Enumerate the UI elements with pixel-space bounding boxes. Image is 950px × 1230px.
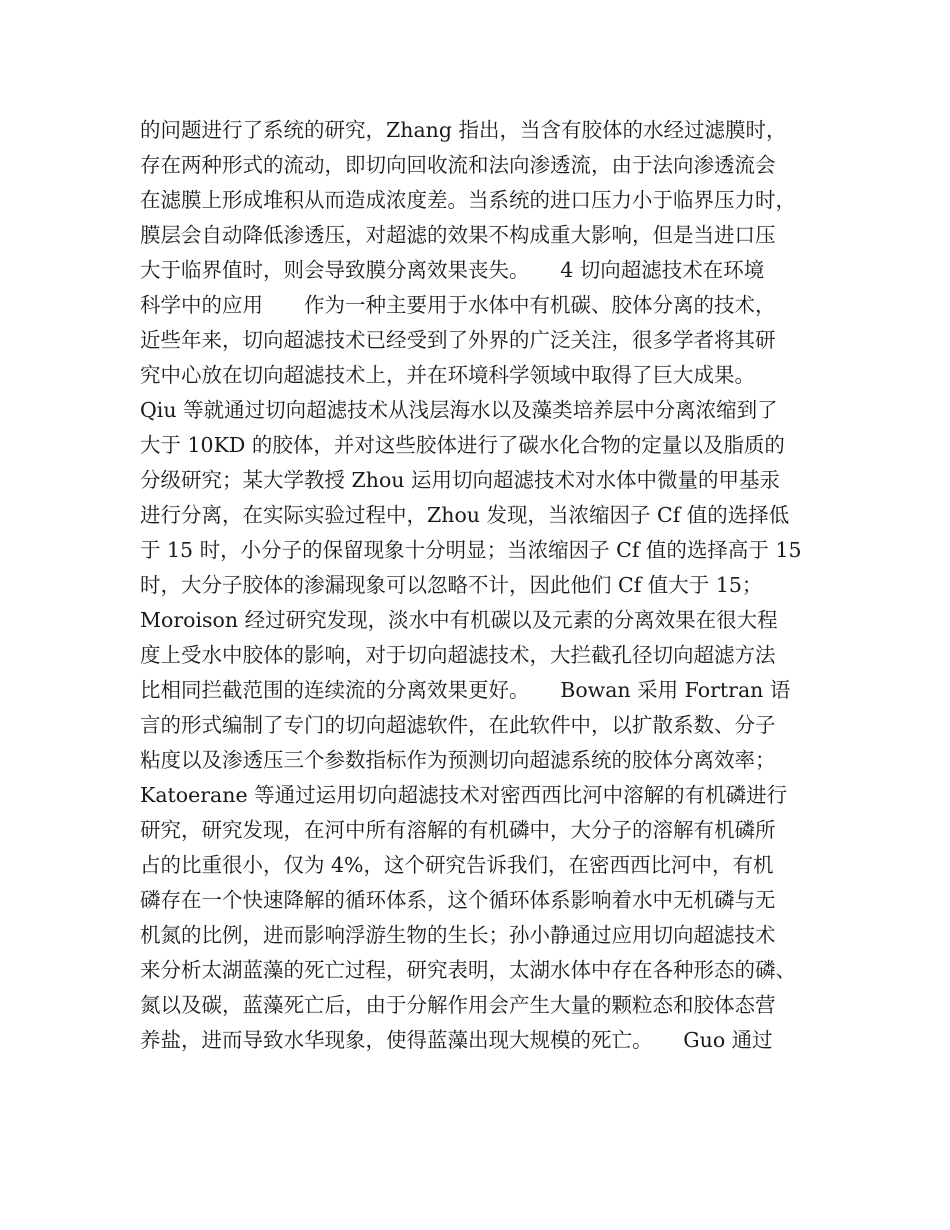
text-line: 比相同拦截范围的连续流的分离效果更好。 Bowan 采用 Fortran 语 bbox=[140, 678, 791, 702]
text-line: Moroison 经过研究发现，淡水中有机碳以及元素的分离效果在很大程 bbox=[140, 608, 778, 632]
text-line: 来分析太湖蓝藻的死亡过程，研究表明，太湖水体中存在各种形态的磷、 bbox=[140, 958, 796, 982]
text-line: 时，大分子胶体的渗漏现象可以忽略不计，因此他们 Cf 值大于 15； bbox=[140, 573, 763, 597]
text-line: Qiu 等就通过切向超滤技术从浅层海水以及藻类培养层中分离浓缩到了 bbox=[140, 398, 778, 422]
text-line: 机氮的比例，进而影响浮游生物的生长；孙小静通过应用切向超滤技术 bbox=[140, 923, 776, 947]
text-line: 于 15 时，小分子的保留现象十分明显；当浓缩因子 Cf 值的选择高于 15 bbox=[140, 538, 802, 562]
text-line: 的问题进行了系统的研究，Zhang 指出，当含有胶体的水经过滤膜时， bbox=[140, 118, 787, 142]
text-line: 研究，研究发现，在河中所有溶解的有机磷中，大分子的溶解有机磷所 bbox=[140, 818, 776, 842]
text-line: 存在两种形式的流动，即切向回收流和法向渗透流，由于法向渗透流会 bbox=[140, 153, 776, 177]
text-line: 分级研究；某大学教授 Zhou 运用切向超滤技术对水体中微量的甲基汞 bbox=[140, 468, 781, 492]
text-line: 大于临界值时，则会导致膜分离效果丧失。 4 切向超滤技术在环境 bbox=[140, 258, 765, 282]
text-line: 大于 10KD 的胶体，并对这些胶体进行了碳水化合物的定量以及脂质的 bbox=[140, 433, 785, 457]
text-line: 近些年来，切向超滤技术已经受到了外界的广泛关注，很多学者将其研 bbox=[140, 328, 776, 352]
text-line: 究中心放在切向超滤技术上，并在环境科学领域中取得了巨大成果。 bbox=[140, 363, 755, 387]
body-text bbox=[140, 113, 840, 1058]
text-line: 在滤膜上形成堆积从而造成浓度差。当系统的进口压力小于临界压力时， bbox=[140, 188, 796, 212]
text-line: Katoerane 等通过运用切向超滤技术对密西西比河中溶解的有机磷进行 bbox=[140, 783, 788, 807]
text-line: 进行分离，在实际实验过程中，Zhou 发现，当浓缩因子 Cf 值的选择低 bbox=[140, 503, 790, 527]
text-line: 氮以及碳，蓝藻死亡后，由于分解作用会产生大量的颗粒态和胶体态营 bbox=[140, 993, 776, 1017]
text-line: 膜层会自动降低渗透压，对超滤的效果不构成重大影响，但是当进口压 bbox=[140, 223, 776, 247]
text-line: 言的形式编制了专门的切向超滤软件，在此软件中，以扩散系数、分子 bbox=[140, 713, 776, 737]
text-line: 养盐，进而导致水华现象，使得蓝藻出现大规模的死亡。 Guo 通过 bbox=[140, 1028, 773, 1052]
text-line: 度上受水中胶体的影响，对于切向超滤技术，大拦截孔径切向超滤方法 bbox=[140, 643, 776, 667]
text-line: 磷存在一个快速降解的循环体系，这个循环体系影响着水中无机磷与无 bbox=[140, 888, 776, 912]
text-line: 粘度以及渗透压三个参数指标作为预测切向超滤系统的胶体分离效率； bbox=[140, 748, 776, 772]
text-line: 占的比重很小，仅为 4%，这个研究告诉我们，在密西西比河中，有机 bbox=[140, 853, 774, 877]
text-line: 科学中的应用 作为一种主要用于水体中有机碳、胶体分离的技术， bbox=[140, 293, 776, 317]
